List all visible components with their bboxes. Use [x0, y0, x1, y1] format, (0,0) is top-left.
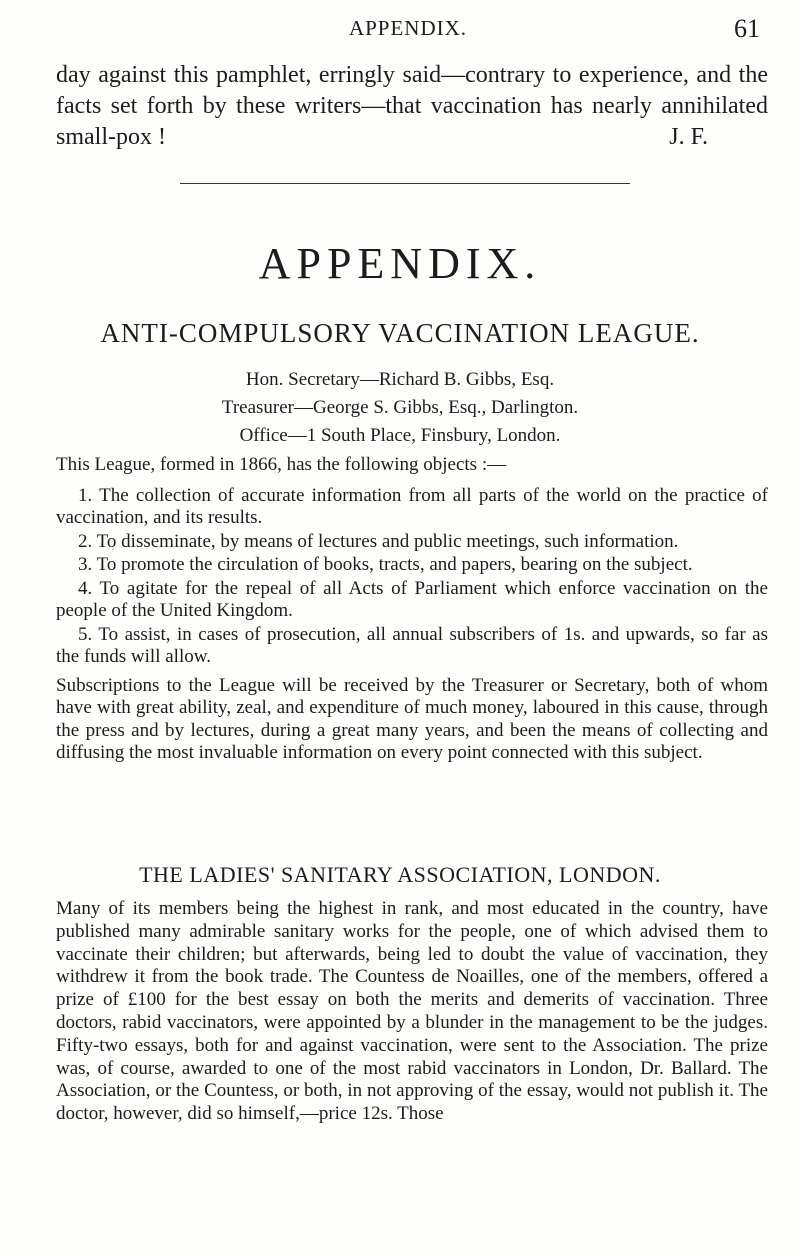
league-officers — [0, 366, 800, 450]
ladies-paragraph: Many of its members being the highest in rank, and most educated in the country, have published many admirable sanitary works for the people, one of which advised them to vaccinate their children; but afterwards, being led to doubt the value of vaccination, they withdrew it from the book trade. The Countess de Noailles, one of the members, offered a prize of £100 for the best essay on both the merits and demerits of vaccination. Three doctors, rabid vaccinators, were appointed by a blunder in the management to be the judges. Fifty-two essays, both for and against vaccination, were sent to the Association. The prize was, of course, awarded to one of the most rabid vaccinators in London, Dr. Ballard. The Association, or the Countess, or both, in not approving of the essay, would not publish it. The doctor, however, did so himself,—price 12s. Those — [56, 898, 768, 1125]
appendix-heading: APPENDIX. — [258, 239, 542, 288]
running-head-title: APPENDIX. — [348, 16, 468, 40]
intro-text: day against this pamphlet, erringly said—contrary to experience, and the facts set forth by these writers—that vaccination has nearly annihilated small-pox ! — [56, 62, 768, 150]
running-head — [56, 16, 760, 46]
intro-paragraph — [56, 60, 768, 153]
league-heading: ANTI-COMPULSORY VACCINATION LEAGUE. — [100, 318, 700, 348]
league-object-1: 1. The collection of accurate information from all parts of the world on the practice of vaccination, and its results. — [56, 484, 768, 528]
page-number: 61 — [734, 14, 760, 43]
intro-signature: J. F. — [669, 124, 708, 150]
ladies-heading: THE LADIES' SANITARY ASSOCIATION, LONDON. — [139, 862, 661, 887]
league-object-5: 5. To assist, in cases of prosecution, all annual subscribers of 1s. and upwards, so far as the funds will allow. — [56, 623, 768, 667]
league-office: Office—1 South Place, Finsbury, London. — [239, 425, 561, 446]
league-secretary: Hon. Secretary—Richard B. Gibbs, Esq. — [245, 369, 555, 390]
league-body — [56, 454, 768, 765]
ladies-body — [56, 898, 768, 1126]
league-subscriptions: Subscriptions to the League will be received by the Treasurer or Secretary, both of whom have with great ability, zeal, and expenditure of much money, laboured in this cause, through the press and by lectures, during a great many years, and been the means of collecting and diffusing the most invaluable information on every point connected with this subject. — [56, 674, 768, 763]
league-object-2: 2. To disseminate, by means of lectures and public meetings, such information. — [78, 530, 679, 552]
league-object-4: 4. To agitate for the repeal of all Acts of Parliament which enforce vaccination on the people of the United Kingdom. — [56, 577, 768, 621]
league-treasurer: Treasurer—George S. Gibbs, Esq., Darlington. — [221, 397, 579, 418]
league-object-3: 3. To promote the circulation of books, tracts, and papers, bearing on the subject. — [78, 554, 693, 575]
section-divider — [180, 183, 630, 184]
league-lead: This League, formed in 1866, has the following objects :— — [56, 454, 507, 475]
